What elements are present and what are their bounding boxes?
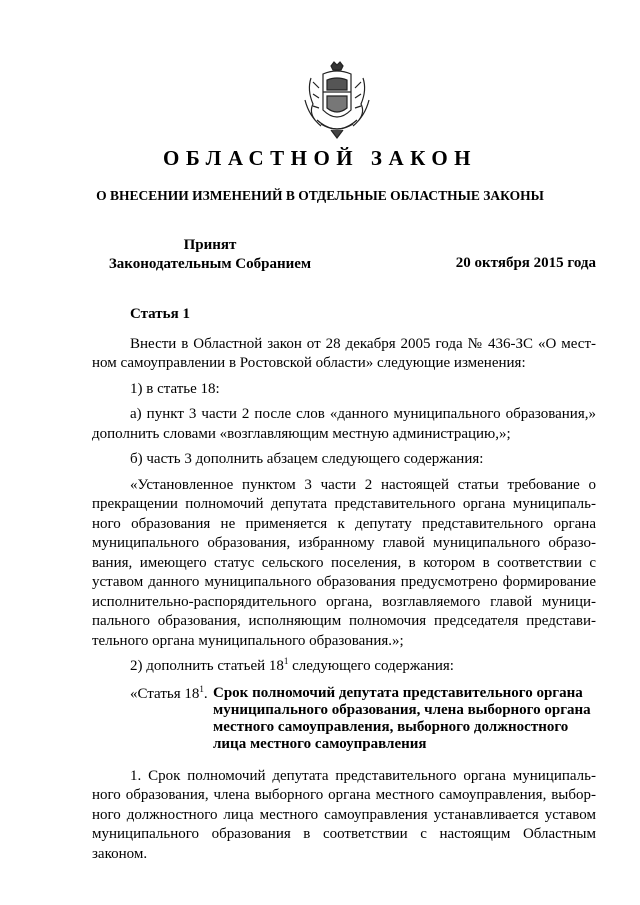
adoption-block (90, 236, 330, 274)
new-article-prefix: «Статья 18 (130, 685, 200, 702)
law-subtitle: О ВНЕСЕНИИ ИЗМЕНЕНИЙ В ОТДЕЛЬНЫЕ ОБЛАСТНЫЕ ЗАКОНЫ (96, 188, 544, 203)
new-article-block (92, 685, 596, 753)
paragraph-item1b: б) часть 3 дополнить абзацем следующего содержания: (130, 451, 484, 467)
adopted-by: Законодательным Собранием (108, 256, 312, 272)
new-article-label (92, 685, 213, 753)
paragraph-item1: 1) в статье 18: (130, 380, 220, 397)
item2-suffix: следующего содержания: (288, 658, 454, 674)
paragraph-intro: Внести в Областной закон от 28 декабря 2005 года № 436-ЗС «О мест-ном самоуправлении в Ростовской области» следующие изменения: (92, 335, 596, 371)
item2-superscript: 1 (283, 656, 289, 666)
paragraph-item2 (92, 657, 596, 677)
coat-of-arms-emblem (301, 60, 373, 142)
adoption-date: 20 октября 2015 года (455, 255, 596, 271)
new-article-heading: Срок полномочий депутата представительного органа муниципального образования, члена выборного органа местного самоуправления, выборного должностного лица местного самоуправления (213, 684, 591, 752)
paragraph-clause1: 1. Срок полномочий депутата представительного органа муниципаль-ного образования, члена выборного органа местного самоуправления, выбор-ного должностного лица местного самоуправления устанавливается уставом муниципального образования в соответствии с настоящим Областным законом. (92, 767, 596, 862)
article-heading: Статья 1 (130, 306, 190, 322)
item2-prefix: 2) дополнить статьей 18 (130, 658, 284, 674)
new-article-superscript: 1 (199, 683, 204, 694)
paragraph-item1a: а) пункт 3 части 2 после слов «данного муниципального образования,» дополнить словами «возглавляющим местную администрацию,»; (92, 406, 596, 442)
new-article-suffix: . (203, 685, 208, 702)
paragraph-quote: «Установленное пунктом 3 части 2 настоящей статьи требование о прекращении полномочий депутата представительного органа муниципаль-ного образования не применяется к депутату представительного органа муниципального образования, избранному главой муниципального образо-вания, имеющего статус сельского поселения, в котором в соответствии с уставом данного муниципального образования предусмотрено формирование исполнительно-распорядительного органа, возглавляемого главой муници-пального образования, исполняющим полномочия председателя представи-тельного органа муниципального образования.»; (92, 476, 596, 649)
law-title: ОБЛАСТНОЙ ЗАКОН (162, 146, 477, 170)
article-body (92, 305, 596, 864)
adopted-label: Принят (183, 237, 237, 253)
